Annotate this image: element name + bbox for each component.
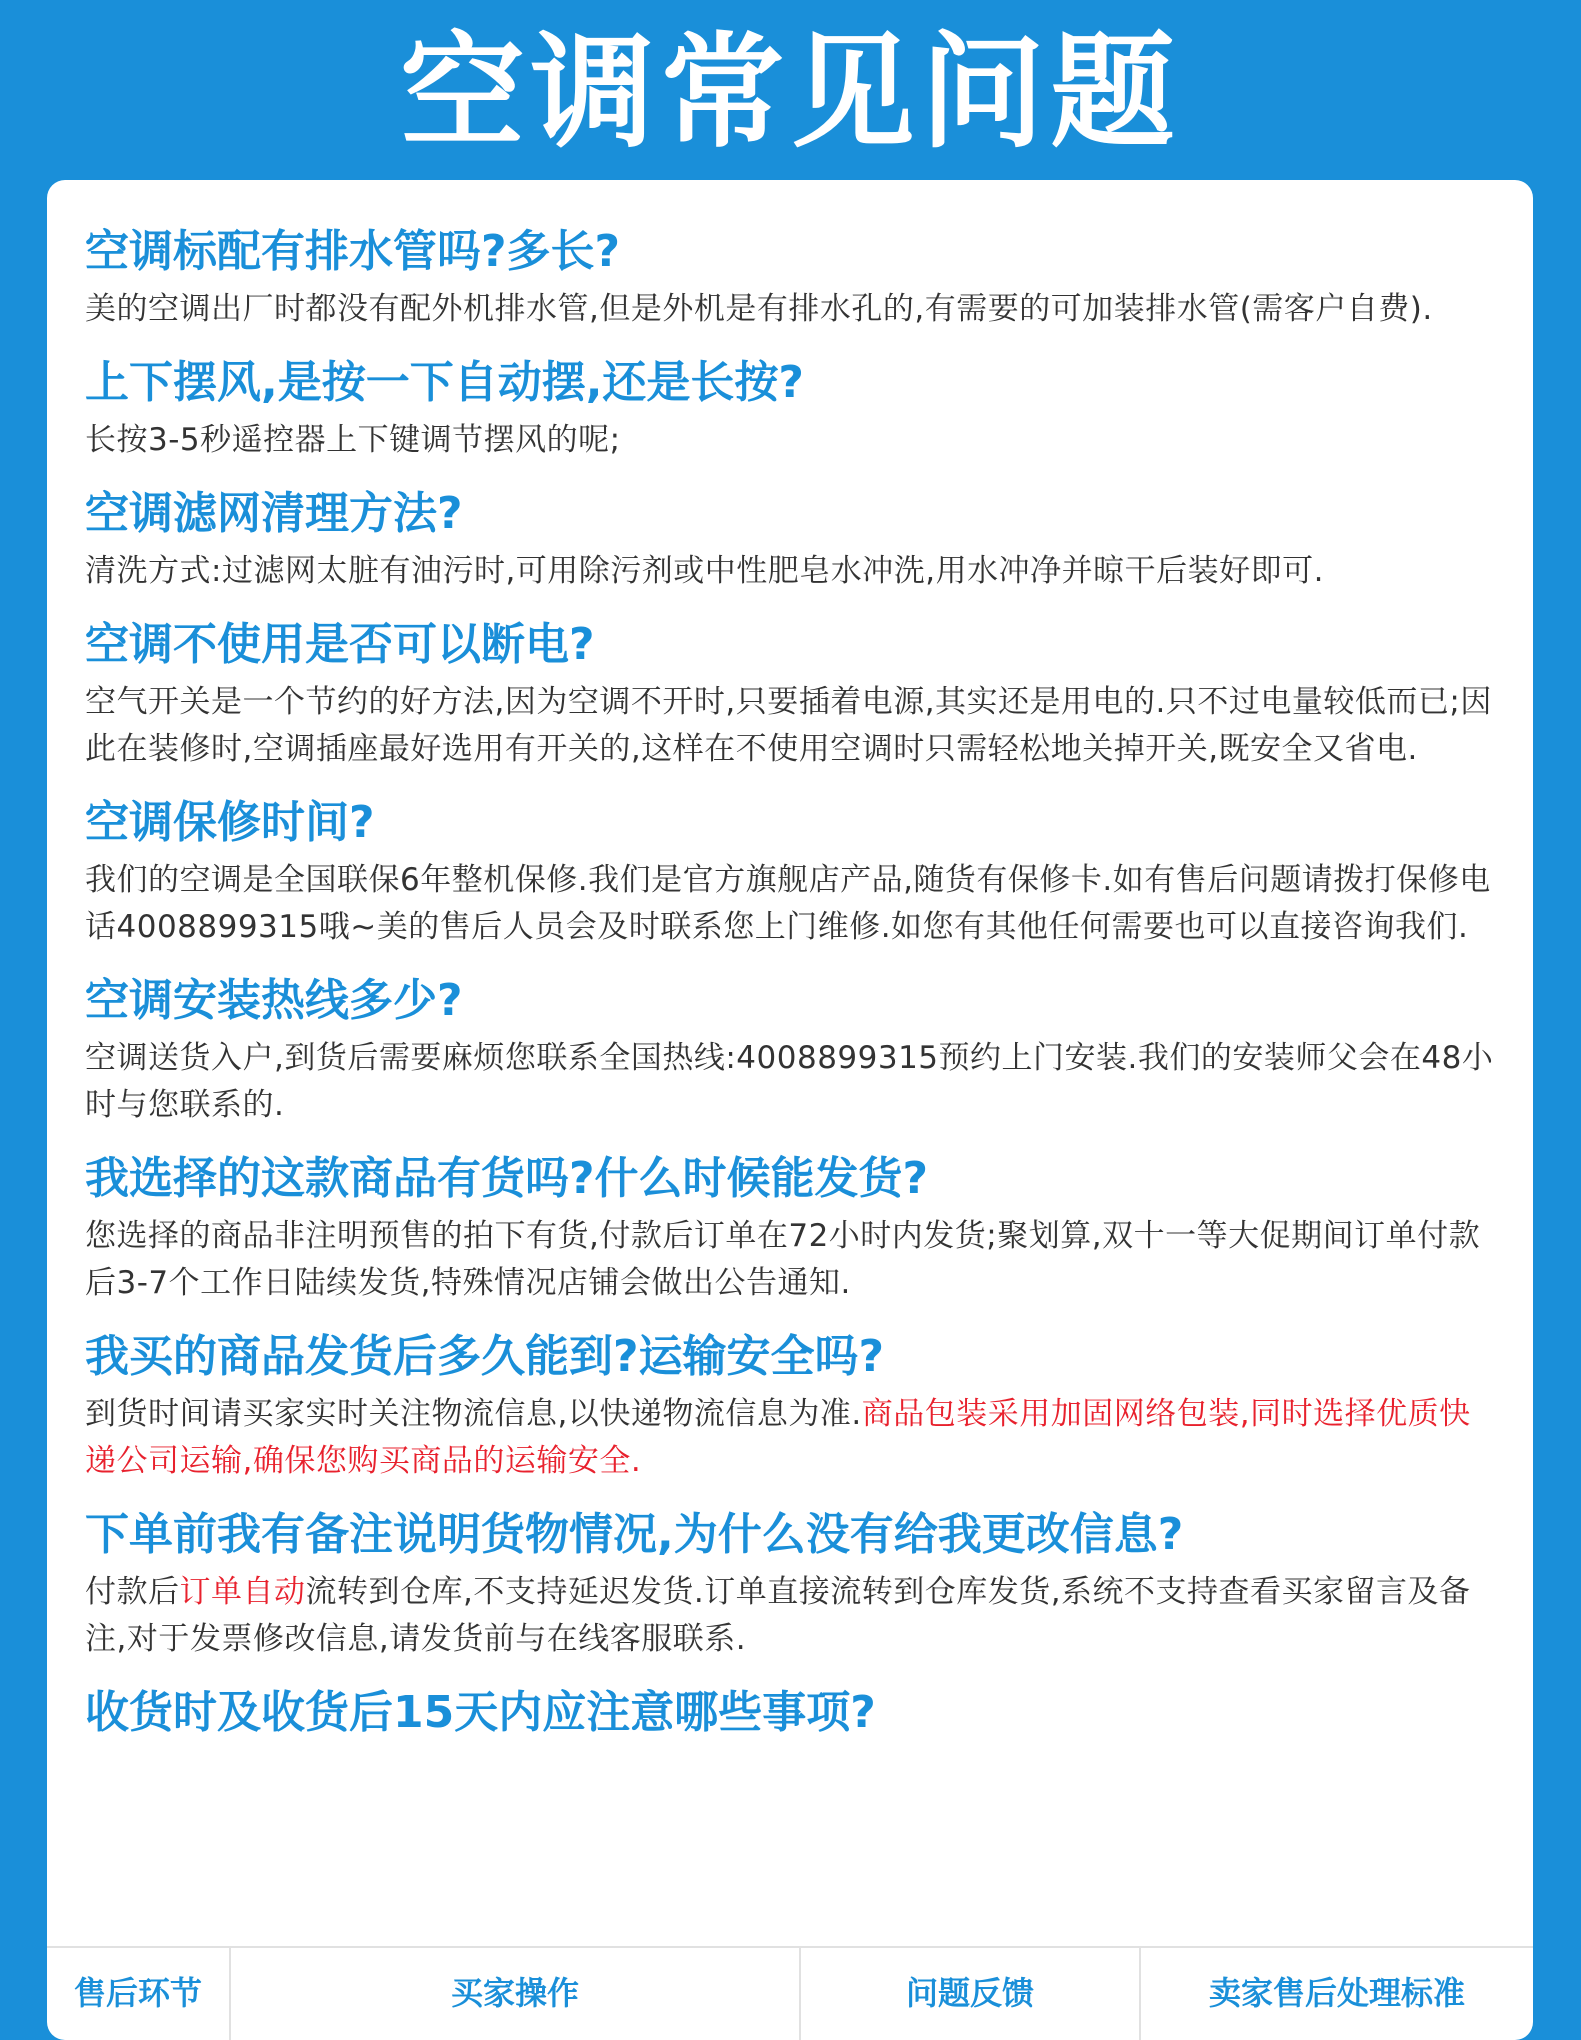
faq-item (85, 617, 1495, 773)
answer-text: 付款后 (85, 1574, 180, 1610)
faq-item (85, 1329, 1495, 1485)
faq-question: 收货时及收货后15天内应注意哪些事项? (85, 1687, 876, 1738)
page-title: 空调常见问题 (400, 21, 1181, 165)
faq-question: 空调保修时间? (85, 797, 375, 848)
faq-question: 我买的商品发货后多久能到?运输安全吗? (85, 1331, 885, 1382)
faq-item (85, 1685, 1495, 1741)
faq-answer: 美的空调出厂时都没有配外机排水管,但是外机是有排水孔的,有需要的可加装排水管(需客户自费). (85, 291, 1433, 327)
faq-answer (85, 1569, 1495, 1663)
faq-item (85, 795, 1495, 951)
faq-item (85, 355, 1495, 464)
faq-answer: 空调送货入户,到货后需要麻烦您联系全国热线:4008899315预约上门安装.我们的安装师父会在48小时与您联系的. (85, 1040, 1494, 1123)
faq-answer: 长按3-5秒遥控器上下键调节摆风的呢; (85, 422, 621, 458)
answer-text: 流转到仓库,不支持延迟发货.订单直接流转到仓库发货,系统不支持查看买家留言及备注,对于发票修改信息,请发货前与在线客服联系. (85, 1574, 1471, 1657)
faq-item (85, 973, 1495, 1129)
faq-item (85, 1507, 1495, 1663)
faq-item (85, 224, 1495, 333)
faq-question: 我选择的这款商品有货吗?什么时候能发货? (85, 1153, 929, 1204)
faq-list (47, 180, 1533, 1741)
table-header-cell: 售后环节 (47, 1948, 231, 2040)
faq-question: 下单前我有备注说明货物情况,为什么没有给我更改信息? (85, 1509, 1184, 1560)
table-header-cell: 问题反馈 (801, 1948, 1141, 2040)
answer-text: 到货时间请买家实时关注物流信息,以快递物流信息为准. (85, 1396, 862, 1432)
faq-answer: 您选择的商品非注明预售的拍下有货,付款后订单在72小时内发货;聚划算,双十一等大促期间订单付款后3-7个工作日陆续发货,特殊情况店铺会做出公告通知. (85, 1218, 1481, 1301)
faq-question: 上下摆风,是按一下自动摆,还是长按? (85, 357, 804, 408)
answer-highlight: 订单自动 (179, 1574, 306, 1610)
table-header-cell: 买家操作 (231, 1948, 801, 2040)
faq-answer: 空气开关是一个节约的好方法,因为空调不开时,只要插着电源,其实还是用电的.只不过电量较低而已;因此在装修时,空调插座最好选用有开关的,这样在不使用空调时只需轻松地关掉开关,既安全又省电. (85, 684, 1492, 767)
faq-card (47, 180, 1533, 2040)
faq-question: 空调标配有排水管吗?多长? (85, 226, 621, 277)
faq-item (85, 1151, 1495, 1307)
faq-question: 空调安装热线多少? (85, 975, 463, 1026)
answer-highlight: 商品包装采用加固网络包装,同时选择优质快递公司运输,确保您购买商品的运输安全. (85, 1396, 1471, 1479)
faq-item (85, 486, 1495, 595)
faq-answer: 清洗方式:过滤网太脏有油污时,可用除污剂或中性肥皂水冲洗,用水冲净并晾干后装好即可. (85, 553, 1325, 589)
faq-question: 空调滤网清理方法? (85, 488, 463, 539)
faq-answer: 我们的空调是全国联保6年整机保修.我们是官方旗舰店产品,随货有保修卡.如有售后问题请拨打保修电话4008899315哦~美的售后人员会及时联系您上门维修.如您有其他任何需要也可以直接咨询我们. (85, 862, 1491, 945)
after-sales-table-header (47, 1946, 1533, 2040)
faq-question: 空调不使用是否可以断电? (85, 619, 595, 670)
faq-answer (85, 1391, 1495, 1485)
table-header-cell: 卖家售后处理标准 (1208, 1974, 1465, 2012)
